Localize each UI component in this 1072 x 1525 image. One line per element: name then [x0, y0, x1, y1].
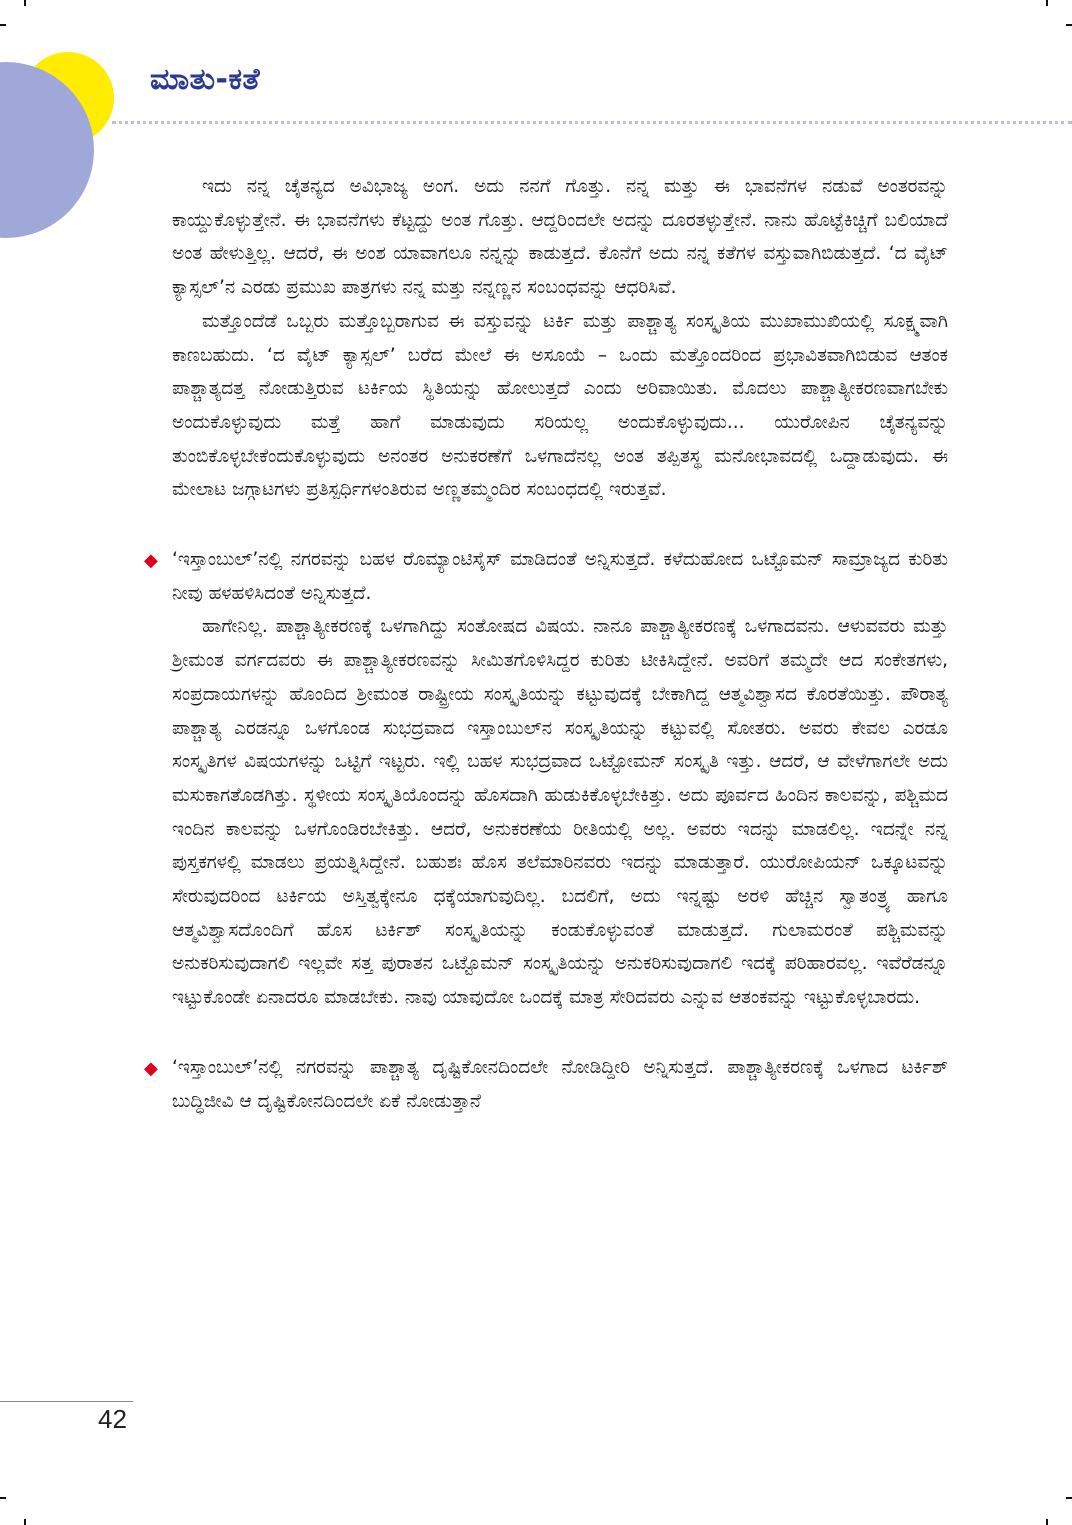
question-text: ‘ಇಸ್ತಾಂಬುಲ್’ನಲ್ಲಿ ನಗರವನ್ನು ಬಹಳ ರೊಮ್ಯಾಂಟಿಸೈಸ್ ಮಾಡಿದಂತೆ ಅನ್ನಿಸುತ್ತದೆ. ಕಳೆದುಹೋದ ಒಟ್ಟೊಮನ್ ಸಾಮ್ರಾಜ್ಯದ ಕುರಿತು ನೀವು ಹಳಹಳಿಸಿದಂತೆ ಅನ್ನಿಸುತ್ತದೆ.	[172, 549, 948, 604]
crop-mark-top-right	[1066, 24, 1072, 26]
footer-rule	[0, 1401, 133, 1402]
paragraph: ಇದು ನನ್ನ ಚೈತನ್ಯದ ಅವಿಭಾಜ್ಯ ಅಂಗ. ಅದು ನನಗೆ ಗೊತ್ತು. ನನ್ನ ಮತ್ತು ಈ ಭಾವನೆಗಳ ನಡುವೆ ಅಂತರವನ್ನು ಕಾಯ್ದುಕೊಳ್ಳುತ್ತೇನೆ. ಈ ಭಾವನೆಗಳು ಕೆಟ್ಟದ್ದು ಅಂತ ಗೊತ್ತು. ಆದ್ದರಿಂದಲೇ ಅದನ್ನು ದೂರತಳ್ಳುತ್ತೇನೆ. ನಾನು ಹೊಟ್ಟೆಕಿಚ್ಚಿಗೆ ಬಲಿಯಾದೆ ಅಂತ ಹೇಳುತ್ತಿಲ್ಲ. ಆದರೆ, ಈ ಅಂಶ ಯಾವಾಗಲೂ ನನ್ನನ್ನು ಕಾಡುತ್ತದೆ. ಕೊನೆಗೆ ಅದು ನನ್ನ ಕತೆಗಳ ವಸ್ತುವಾಗಿಬಿಡುತ್ತದೆ. ‘ದ ವೈಟ್ ಕ್ಯಾಸ್ಸಲ್’ನ ಎರಡು ಪ್ರಮುಖ ಪಾತ್ರಗಳು ನನ್ನ ಮತ್ತು ನನ್ನಣ್ಣನ ಸಂಬಂಧವನ್ನು ಆಧರಿಸಿವೆ.	[172, 176, 948, 299]
crop-mark-top-left-v	[24, 0, 26, 6]
crop-mark-bottom-left	[0, 1497, 6, 1499]
crop-mark-bottom-right-v	[1046, 1519, 1048, 1525]
bullet-diamond-icon: ◆	[144, 1057, 158, 1079]
qa-block	[144, 1051, 948, 1118]
qa-block	[144, 543, 948, 1015]
crop-mark-top-left	[0, 24, 6, 26]
header-dotted-rule	[112, 121, 1072, 124]
answer-text: ಹಾಗೇನಿಲ್ಲ. ಪಾಶ್ಚಾತ್ಯೀಕರಣಕ್ಕೆ ಒಳಗಾಗಿದ್ದು ಸಂತೋಷದ ವಿಷಯ. ನಾನೂ ಪಾಶ್ಚಾತ್ಯೀಕರಣಕ್ಕೆ ಒಳಗಾದವನು. ಆಳುವವರು ಮತ್ತು ಶ್ರೀಮಂತ ವರ್ಗದವರು ಈ ಪಾಶ್ಚಾತ್ಯೀಕರಣವನ್ನು ಸೀಮಿತಗೊಳಿಸಿದ್ದರ ಕುರಿತು ಟೀಕಿಸಿದ್ದೇನೆ. ಅವರಿಗೆ ತಮ್ಮದೇ ಆದ ಸಂಕೇತಗಳು, ಸಂಪ್ರದಾಯಗಳನ್ನು ಹೊಂದಿದ ಶ್ರೀಮಂತ ರಾಷ್ಟ್ರೀಯ ಸಂಸ್ಕೃತಿಯನ್ನು ಕಟ್ಟುವುದಕ್ಕೆ ಬೇಕಾಗಿದ್ದ ಆತ್ಮವಿಶ್ವಾಸದ ಕೊರತೆಯಿತ್ತು. ಪೌರಾತ್ಯ ಪಾಶ್ಚಾತ್ಯ ಎರಡನ್ನೂ ಒಳಗೊಂಡ ಸುಭದ್ರವಾದ ಇಸ್ತಾಂಬುಲ್‌ನ ಸಂಸ್ಕೃತಿಯನ್ನು ಕಟ್ಟುವಲ್ಲಿ ಸೋತರು. ಅವರು ಕೇವಲ ಎರಡೂ ಸಂಸ್ಕೃತಿಗಳ ವಿಷಯಗಳನ್ನು ಒಟ್ಟಿಗೆ ಇಟ್ಟರು. ಇಲ್ಲಿ ಬಹಳ ಸುಭದ್ರವಾದ ಒಟ್ಟೋಮನ್ ಸಂಸ್ಕೃತಿ ಇತ್ತು. ಆದರೆ, ಆ ವೇಳೆಗಾಗಲೇ ಅದು ಮಸುಕಾಗತೊಡಗಿತ್ತು. ಸ್ಥಳೀಯ ಸಂಸ್ಕೃತಿಯೊಂದನ್ನು ಹೊಸದಾಗಿ ಹುಡುಕಿಕೊಳ್ಳಬೇಕಿತ್ತು. ಅದು ಪೂರ್ವದ ಹಿಂದಿನ ಕಾಲವನ್ನು, ಪಶ್ಚಿಮದ ಇಂದಿನ ಕಾಲವನ್ನು ಒಳಗೊಂಡಿರಬೇಕಿತ್ತು. ಆದರೆ, ಅನುಕರಣೆಯ ರೀತಿಯಲ್ಲಿ ಅಲ್ಲ. ಅವರು ಇದನ್ನು ಮಾಡಲಿಲ್ಲ. ಇದನ್ನೇ ನನ್ನ ಪುಸ್ತಕಗಳಲ್ಲಿ ಮಾಡಲು ಪ್ರಯತ್ನಿಸಿದ್ದೇನೆ. ಬಹುಶಃ ಹೊಸ ತಲೆಮಾರಿನವರು ಇದನ್ನು ಮಾಡುತ್ತಾರೆ. ಯುರೋಪಿಯನ್ ಒಕ್ಕೂಟವನ್ನು ಸೇರುವುದರಿಂದ ಟರ್ಕಿಯ ಅಸ್ತಿತ್ವಕ್ಕೇನೂ ಧಕ್ಕೆಯಾಗುವುದಿಲ್ಲ. ಬದಲಿಗೆ, ಅದು ಇನ್ನಷ್ಟು ಅರಳಿ ಹೆಚ್ಚಿನ ಸ್ವಾತಂತ್ರ್ಯ ಹಾಗೂ ಆತ್ಮವಿಶ್ವಾಸದೊಂದಿಗೆ ಹೊಸ ಟರ್ಕಿಶ್ ಸಂಸ್ಕೃತಿಯನ್ನು ಕಂಡುಕೊಳ್ಳುವಂತೆ ಮಾಡುತ್ತದೆ. ಗುಲಾಮರಂತೆ ಪಶ್ಚಿಮವನ್ನು ಅನುಕರಿಸುವುದಾಗಲಿ ಇಲ್ಲವೇ ಸತ್ತ ಪುರಾತನ ಒಟ್ಟೊಮನ್ ಸಂಸ್ಕೃತಿಯನ್ನು ಅನುಕರಿಸುವುದಾಗಲಿ ಇದಕ್ಕೆ ಪರಿಹಾರವಲ್ಲ. ಇವೆರೆಡನ್ನೂ ಇಟ್ಟುಕೊಂಡೇ ಏನಾದರೂ ಮಾಡಬೇಕು. ನಾವು ಯಾವುದೋ ಒಂದಕ್ಕೆ ಮಾತ್ರ ಸೇರಿದವರು ಎನ್ನುವ ಆತಂಕವನ್ನು ಇಟ್ಟುಕೊಳ್ಳಬಾರದು.	[172, 616, 948, 1009]
crop-mark-bottom-right	[1066, 1497, 1072, 1499]
crop-mark-bottom-left-v	[24, 1519, 26, 1525]
paragraph: ಮತ್ತೊಂದೆಡೆ ಒಬ್ಬರು ಮತ್ತೊಬ್ಬರಾಗುವ ಈ ವಸ್ತುವನ್ನು ಟರ್ಕಿ ಮತ್ತು ಪಾಶ್ಚಾತ್ಯ ಸಂಸ್ಕೃತಿಯ ಮುಖಾಮುಖಿಯಲ್ಲಿ ಸೂಕ್ಷ್ಮವಾಗಿ ಕಾಣಬಹುದು. ‘ದ ವೈಟ್ ಕ್ಯಾಸ್ಸಲ್’ ಬರೆದ ಮೇಲೆ ಈ ಅಸೂಯೆ – ಒಂದು ಮತ್ತೊಂದರಿಂದ ಪ್ರಭಾವಿತವಾಗಿಬಿಡುವ ಆತಂಕ ಪಾಶ್ಚಾತ್ಯದತ್ತ ನೋಡುತ್ತಿರುವ ಟರ್ಕಿಯ ಸ್ಥಿತಿಯನ್ನು ಹೋಲುತ್ತದೆ ಎಂದು ಅರಿವಾಯಿತು. ಮೊದಲು ಪಾಶ್ಚಾತ್ಯೀಕರಣವಾಗಬೇಕು ಅಂದುಕೊಳ್ಳುವುದು ಮತ್ತೆ ಹಾಗೆ ಮಾಡುವುದು ಸರಿಯಲ್ಲ ಅಂದುಕೊಳ್ಳುವುದು... ಯುರೋಪಿನ ಚೈತನ್ಯವನ್ನು ತುಂಬಿಕೊಳ್ಳಬೇಕೆಂದುಕೊಳ್ಳುವುದು ಅನಂತರ ಅನುಕರಣೆಗೆ ಒಳಗಾದೆನಲ್ಲ ಅಂತ ತಪ್ಪಿತಸ್ಥ ಮನೋಭಾವದಲ್ಲಿ ಒದ್ದಾಡುವುದು. ಈ ಮೇಲಾಟ ಜಗ್ಗಾಟಗಳು ಪ್ರತಿಸ್ಪರ್ಧಿಗಳಂತಿರುವ ಅಣ್ಣತಮ್ಮಂದಿರ ಸಂಬಂಧದಲ್ಲಿ ಇರುತ್ತವೆ.	[172, 310, 948, 501]
question-text: ‘ಇಸ್ತಾಂಬುಲ್’ನಲ್ಲಿ ನಗರವನ್ನು ಪಾಶ್ಚಾತ್ಯ ದೃಷ್ಟಿಕೋನದಿಂದಲೇ ನೋಡಿದ್ದೀರಿ ಅನ್ನಿಸುತ್ತದೆ. ಪಾಶ್ಚಾತ್ಯೀಕರಣಕ್ಕೆ ಒಳಗಾದ ಟರ್ಕಿಶ್ ಬುದ್ಧಿಜೀವಿ ಆ ದೃಷ್ಟಿಕೋನದಿಂದಲೇ ಏಕೆ ನೋಡುತ್ತಾನೆ	[172, 1056, 948, 1112]
section-title: ಮಾತು-ಕತೆ	[150, 62, 261, 97]
article-body	[144, 170, 948, 1118]
bullet-diamond-icon: ◆	[144, 550, 158, 572]
crop-mark-top-right-v	[1046, 0, 1048, 6]
page-number: 42	[98, 1404, 127, 1434]
